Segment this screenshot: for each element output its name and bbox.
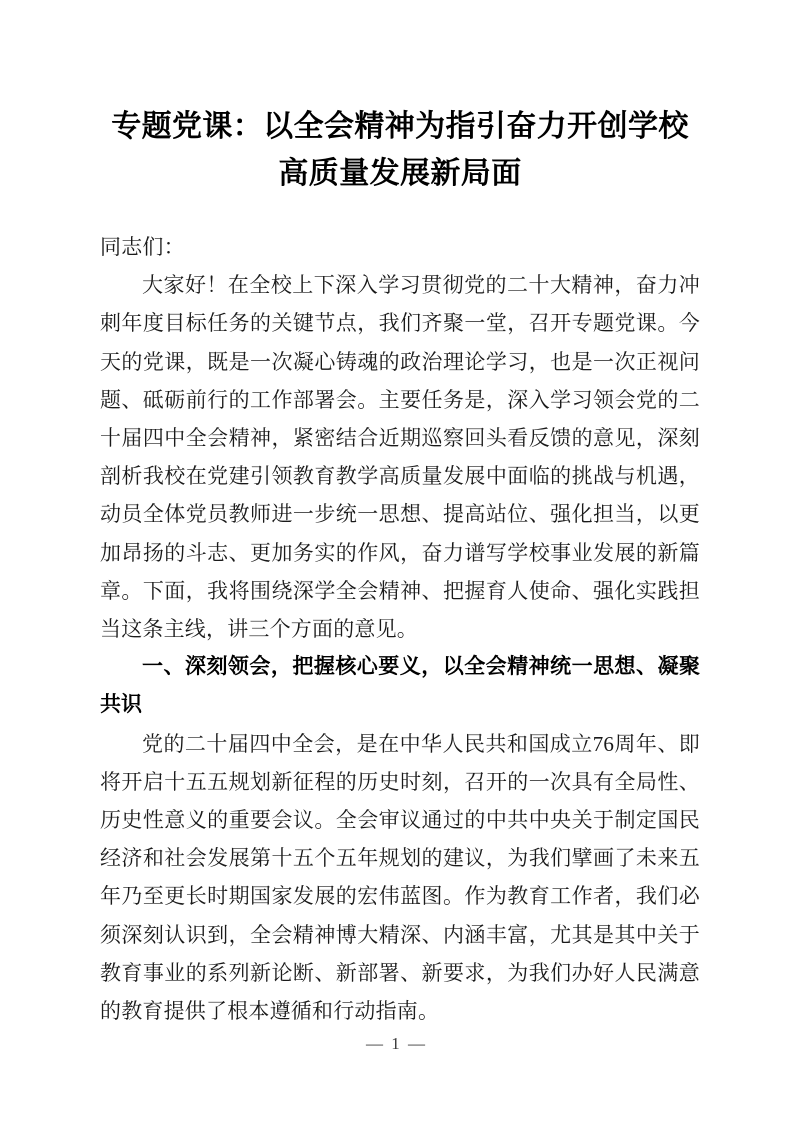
opening-paragraph: 大家好！在全校上下深入学习贯彻党的二十大精神，奋力冲刺年度目标任务的关键节点，我们齐聚一堂，召开专题党课。今天的党课，既是一次凝心铸魂的政治理论学习，也是一次正视问题、砥砺前行的工作部署会。主要任务是，深入学习领会党的二十届四中全会精神，紧密结合近期巡察回头看反馈的意见，深刻剖析我校在党建引领教育教学高质量发展中面临的挑战与机遇，动员全体党员教师进一步统一思想、提高站位、强化担当，以更加昂扬的斗志、更加务实的作风，奋力谱写学校事业发展的新篇章。下面，我将围绕深学全会精神、把握育人使命、强化实践担当这条主线，讲三个方面的意见。 bbox=[100, 273, 700, 642]
document-title: 专题党课：以全会精神为指引奋力开创学校高质量发展新局面 bbox=[111, 110, 689, 190]
salutation-line: 同志们： bbox=[100, 235, 185, 259]
page-number-footer: — 1 — bbox=[366, 1034, 427, 1053]
section-heading-one: 一、深刻领会，把握核心要义，以全会精神统一思想、凝聚共识 bbox=[100, 655, 700, 717]
section-one-paragraph: 党的二十届四中全会，是在中华人民共和国成立76周年、即将开启十五五规划新征程的历史时刻，召开的一次具有全局性、历史性意义的重要会议。全会审议通过的中共中央关于制定国民经济和社会发展第十五个五年规划的建议，为我们擘画了未来五年乃至更长时期国家发展的宏伟蓝图。作为教育工作者，我们必须深刻认识到，全会精神博大精深、内涵丰富，尤其是其中关于教育事业的系列新论断、新部署、新要求，为我们办好人民满意的教育提供了根本遵循和行动指南。 bbox=[100, 731, 700, 1024]
document-body bbox=[100, 228, 700, 1030]
